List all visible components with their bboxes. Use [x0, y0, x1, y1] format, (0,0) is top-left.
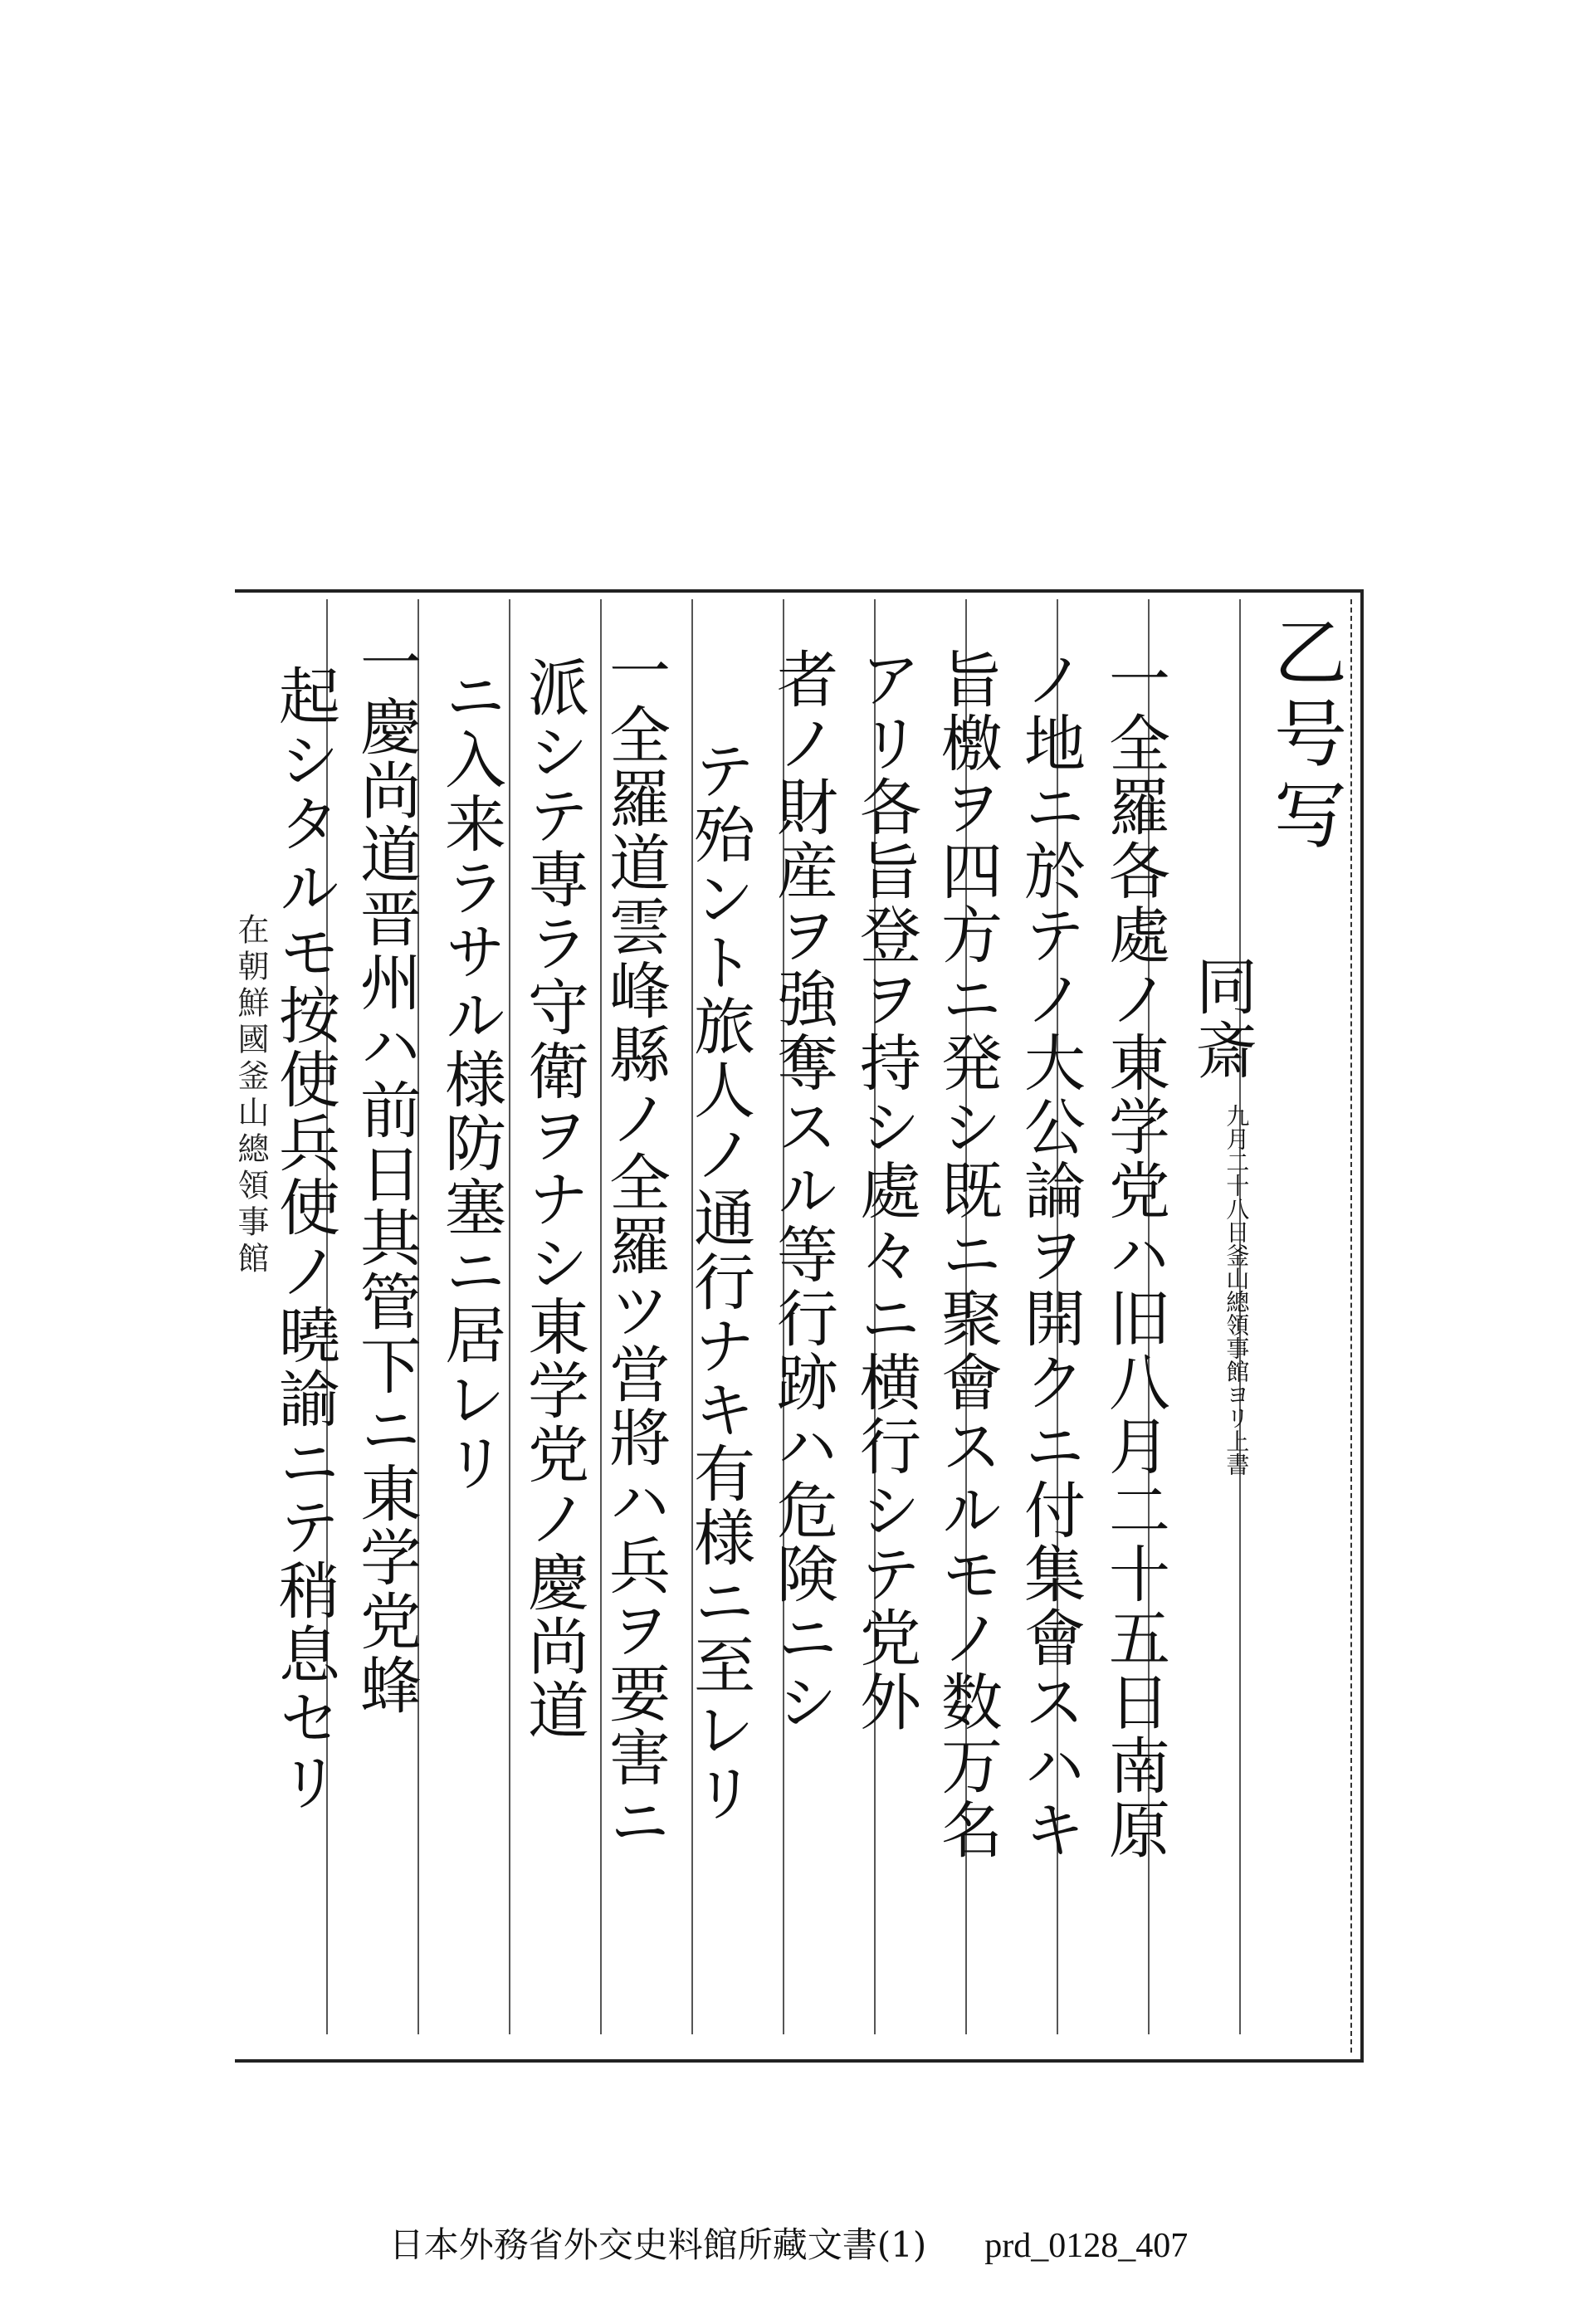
text-column-8: 一全羅道雲峰縣ノ全羅ツ営將ハ兵ヲ要害ニ	[599, 639, 671, 1853]
text-column-10: ニ入来ラサル様防塞ニ居レリ	[435, 664, 506, 1495]
text-column-1: 同斎	[1186, 954, 1257, 1082]
column-rule	[509, 599, 510, 2034]
document-title: 乙号写	[1262, 614, 1348, 858]
text-column-4: 旨檄ヲ四方ニ発シ既ニ聚會スルモノ数万名	[931, 647, 1003, 1862]
text-column-12: 起シタルモ按使兵使ノ曉諭ニテ稍息セリ	[269, 664, 340, 1814]
text-column-5: アリ各旨登ヲ持シ處々ニ横行シテ党外	[850, 647, 921, 1734]
archive-footer	[0, 2218, 1577, 2268]
text-column-2: 一全羅各處ノ東学党ハ旧八月二十五日南原	[1099, 647, 1170, 1862]
consulate-edge-stamp: 在朝鮮國釜山總領事館	[232, 913, 269, 1278]
footer-document-id: prd_0128_407	[984, 2227, 1189, 2265]
text-column-3: ノ地ニ於テノ大公論ヲ開クニ付集會スハキ	[1014, 647, 1086, 1862]
text-column-6: 者ノ財産ヲ強奪スル等行跡ハ危険ニシ	[767, 647, 838, 1734]
marginal-annotation: 九月二十八日釜山總領事館ヨリ上書	[1223, 1104, 1251, 1476]
footer-collection: 日本外務省外交史料館所藏文書(1)	[388, 2224, 927, 2265]
text-column-7: テ殆ント旅人ノ通行ナキ有様ニ至レリ	[684, 739, 755, 1825]
text-column-9: 派シテ専ラ守衛ヲナシ東学党ノ慶尚道	[518, 656, 589, 1742]
text-column-11: 一慶尚道晋州ハ前日其管下ニ東学党蜂	[350, 631, 422, 1717]
